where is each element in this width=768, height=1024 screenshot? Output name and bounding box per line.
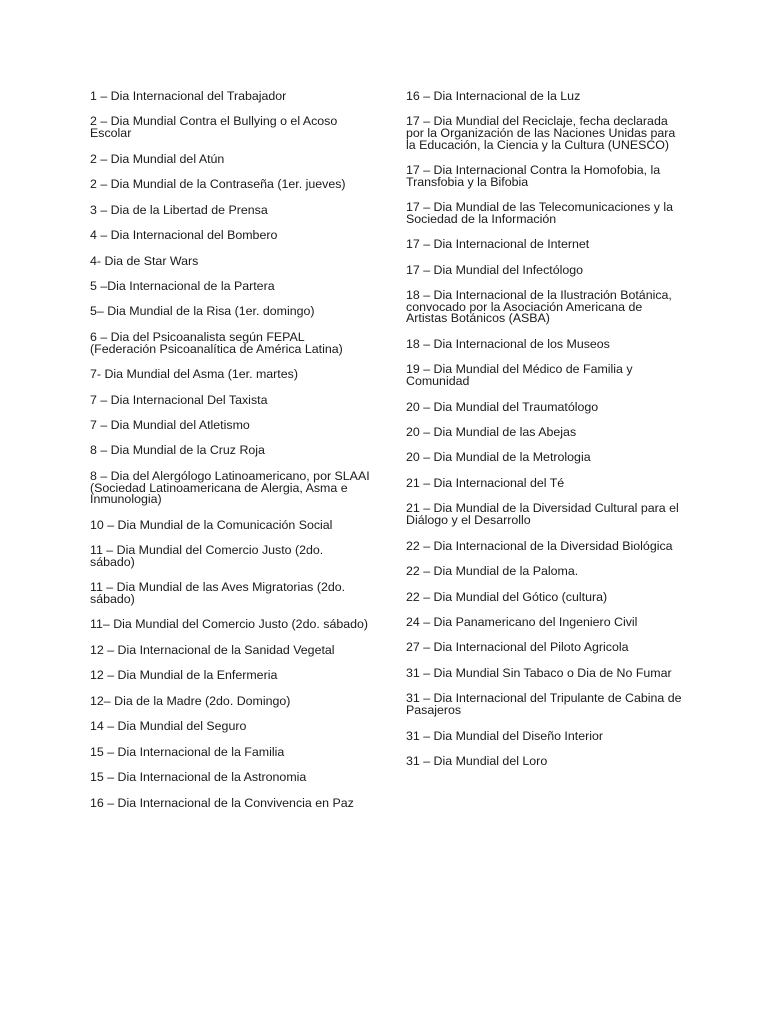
left-column xyxy=(90,90,370,822)
list-item: 6 – Dia del Psicoanalista según FEPAL (Federación Psicoanalítica de América Latina) xyxy=(90,329,343,356)
right-column xyxy=(406,90,682,780)
list-item: 10 – Dia Mundial de la Comunicación Social xyxy=(90,517,333,532)
list-item: 31 – Dia Mundial del Loro xyxy=(406,754,548,768)
list-item: 7 – Dia Internacional Del Taxista xyxy=(90,392,268,407)
list-item: 17 – Dia Internacional Contra la Homofobia, la Transfobia y la Bifobia xyxy=(406,163,661,189)
list-item: 19 – Dia Mundial del Médico de Familia y Comunidad xyxy=(406,362,633,389)
list-item: 18 – Dia Internacional de los Museos xyxy=(406,336,610,351)
list-item: 14 – Dia Mundial del Seguro xyxy=(90,719,247,734)
list-item: 16 – Dia Internacional de la Convivencia en Paz xyxy=(90,795,354,810)
list-item: 22 – Dia Internacional de la Diversidad Biológica xyxy=(406,538,673,553)
list-item: 5– Dia Mundial de la Risa (1er. domingo) xyxy=(90,304,315,319)
list-item: 17 – Dia Mundial del Infectólogo xyxy=(406,262,584,277)
list-item: 2 – Dia Mundial Contra el Bullying o el Acoso Escolar xyxy=(90,114,338,141)
list-item: 3 – Dia de la Libertad de Prensa xyxy=(90,202,268,217)
list-item: 15 – Dia Internacional de la Astronomia xyxy=(90,770,307,785)
list-item: 12– Dia de la Madre (2do. Domingo) xyxy=(90,693,291,708)
list-item: 22 – Dia Mundial del Gótico (cultura) xyxy=(406,589,608,604)
list-item: 11 – Dia Mundial de las Aves Migratorias (2do. sábado) xyxy=(90,580,346,606)
list-item: 2 – Dia Mundial de la Contraseña (1er. jueves) xyxy=(90,177,346,192)
list-item: 20 – Dia Mundial de la Metrologia xyxy=(406,450,591,465)
list-item: 31 – Dia Mundial del Diseño Interior xyxy=(406,728,603,743)
list-item: 4- Dia de Star Wars xyxy=(90,253,199,268)
list-item: 8 – Dia Mundial de la Cruz Roja xyxy=(90,443,265,458)
list-item: 12 – Dia Mundial de la Enfermeria xyxy=(90,668,278,683)
list-item: 7- Dia Mundial del Asma (1er. martes) xyxy=(90,367,298,382)
list-item: 20 – Dia Mundial de las Abejas xyxy=(406,425,577,439)
list-item: 31 – Dia Internacional del Tripulante de Cabina de Pasajeros xyxy=(406,691,682,718)
list-item: 21 – Dia Mundial de la Diversidad Cultural para el Diálogo y el Desarrollo xyxy=(406,501,679,528)
list-item: 18 – Dia Internacional de la Ilustración Botánica, convocado por la Asociación Americana de Artistas Botánicos (ASBA) xyxy=(406,288,672,326)
list-item: 17 – Dia Internacional de Internet xyxy=(406,237,590,252)
list-item: 17 – Dia Mundial de las Telecomunicaciones y la Sociedad de la Información xyxy=(406,200,674,226)
list-item: 22 – Dia Mundial de la Paloma. xyxy=(406,564,579,579)
list-item: 31 – Dia Mundial Sin Tabaco o Dia de No Fumar xyxy=(406,665,672,680)
list-item: 2 – Dia Mundial del Atún xyxy=(90,151,225,166)
list-item: 21 – Dia Internacional del Té xyxy=(406,475,565,490)
list-item: 27 – Dia Internacional del Piloto Agricola xyxy=(406,640,629,655)
list-item: 16 – Dia Internacional de la Luz xyxy=(406,89,581,103)
list-item: 5 –Dia Internacional de la Partera xyxy=(90,278,275,293)
list-item: 1 – Dia Internacional del Trabajador xyxy=(90,89,287,103)
list-item: 20 – Dia Mundial del Traumatólogo xyxy=(406,399,599,414)
list-item: 8 – Dia del Alergólogo Latinoamericano, por SLAAI (Sociedad Latinoamericana de Alergia, Asma e Inmunologia) xyxy=(90,468,370,507)
list-item: 11– Dia Mundial del Comercio Justo (2do. sábado) xyxy=(90,617,369,632)
list-item: 17 – Dia Mundial del Reciclaje, fecha declarada por la Organización de las Naciones Unidas para la Educación, la Ciencia y la Cultura (UNESCO) xyxy=(406,114,676,152)
list-item: 11 – Dia Mundial del Comercio Justo (2do. sábado) xyxy=(90,543,324,569)
list-item: 12 – Dia Internacional de la Sanidad Vegetal xyxy=(90,642,335,657)
list-item: 24 – Dia Panamericano del Ingeniero Civil xyxy=(406,614,638,629)
list-item: 7 – Dia Mundial del Atletismo xyxy=(90,418,250,432)
list-item: 15 – Dia Internacional de la Familia xyxy=(90,744,285,759)
list-item: 4 – Dia Internacional del Bombero xyxy=(90,228,278,243)
